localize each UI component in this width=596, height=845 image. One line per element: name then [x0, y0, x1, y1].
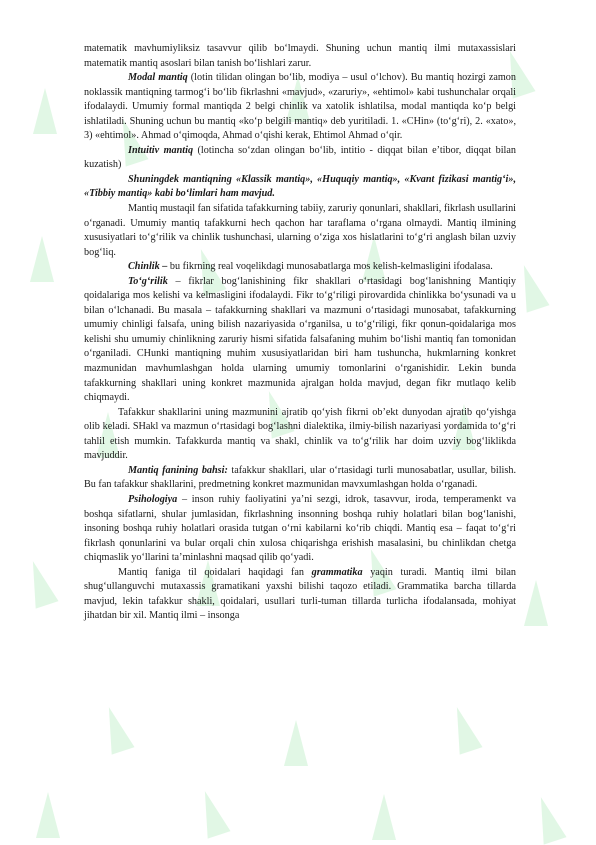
paragraph-grammatika: Mantiq faniga til qoidalari haqidagi fan grammatika yaqin turadi. Mantiq ilmi bilan shug‘ullanguvchi mutaxassis gramatikani yaxshi bilishi taqozo etiladi. Grammatika barcha tillarda mavjud, lekin tafakkur shakli, qoidalari, usullari turli-tuman tillarda turlicha ifodalansada, mohiyat jihatdan bir xil. Mantiq ilmi – insonga	[84, 566, 516, 622]
term-intuitiv-mantiq: Intuitiv mantiq	[128, 144, 194, 156]
watermark-icon	[524, 580, 548, 626]
watermark-icon	[512, 261, 549, 312]
paragraph-togrilik: To‘g‘rilik – fikrlar bog‘lanishining fikr shakllari o‘rtasidagi bog‘lanishning Mantiqiy qoidalariga mos kelishi va kelmasligini ifodalaydi. Fikr to‘g‘riligi pirovardida chinlikka bo‘ysunadi va u bilan o‘lchanadi. Bu masala – tafakkurning shakllari va mazmuni o‘rtasidagi munosabat, tafakkurning umumiy chinligi falsafa, uning bilish nazariyasida o‘rganilsa, u to‘g‘riligi, fikr qonun-qoidalariga mos kelishi shu umumiy chinlikning zaruriy hismi sifatida falsafaning muhim bo‘lishi mantiq fan tomonidan o‘rganiladi. CHunki mantiqning muhim xususiyatlaridan biri ham tushuncha, hukmlarning konkret mazmunidan mavhumlashgan holda ularning umumiy tomonlarini o‘rganishidir. Lekin bunda tafakkurning shakllari uning konkret mazmunida ajralgan holda mavjud, degan fikr mutlaqo kelib chiqmaydi.	[84, 275, 516, 404]
term-mantiq-bahsi: Mantiq fanining bahsi:	[128, 464, 228, 476]
term-modal-mantiq: Modal mantiq	[128, 72, 188, 84]
watermark-icon	[97, 703, 134, 754]
watermark-icon	[445, 703, 482, 754]
watermark-icon	[372, 794, 396, 840]
term-psihologiya: Psihologiya	[128, 493, 178, 505]
paragraph-tafakkur-shakllari: Tafakkur shakllarini uning mazmunini ajratib qo‘yish fikrni ob’ekt dunyodan ajratib qo‘yishga olib keladi. SHakl va mazmun o‘rtasidagi bog‘lashni dialektika, ilmiy-bilish nazariyasi yordamida to‘g‘ri tahlil etish mumkin. Tafakkurda mantiq va shakl, chinlik va to‘g‘rilik har doim uzviy bog‘liklikda mavjuddir.	[84, 406, 516, 462]
paragraph-matematik-mantiq: matematik mavhumiyliksiz tasavvur qilib bo‘lmaydi. Shuning uchun mantiq ilmi mutaxassislari matematik mantiq asoslari bilan tanish bo‘lishlari zarur.	[84, 43, 516, 69]
paragraph-psihologiya: Psihologiya – inson ruhiy faoliyatini ya’ni sezgi, idrok, tasavvur, iroda, temperamenkt va boshqa sifatlarni, shular jumlasidan, fikrlashning insonning boshqa ruhiy holatlari bilan bog‘lanishi, insoning boshqa ruhiy holatlari orasida tutgan o‘rni kabilarni ko‘rib chiqdi. Mantiq esa – faqat to‘g‘ri fikrlash qonunlarini va bular orqali chin xulosa chiqarishga erishish masalasini, bu chinlikdan chetga chiqmaslik yo‘llarini ta’minlashni maqsad qilib qo‘yadi.	[84, 493, 516, 564]
paragraph-modal-mantiq: Modal mantiq (lotin tilidan olingan bo‘lib, modiya – usul o‘lchov). Bu mantiq hozirgi zamon noklassik mantiqning tarmog‘i bo‘lib fikrlashni «mavjud», «zaruriy», «ehtimol» kabi tushunchalar orqali ifodalaydi. Umumiy formal mantiqda 2 belgi chinlik va xatolik ishlatilsa, modal mantiqda ko‘p belgi ishlatiladi. Shuning uchun bu mantiq «ko‘p belgili mantiq» deb yuritiladi. 1. «CHin» (to‘g‘ri), 2. «xato», 3) «ehtimol». Ahmad o‘qimoqda, Ahmad o‘qishi kerak, Ehtimol Ahmad o‘qir.	[84, 72, 516, 142]
watermark-icon	[21, 557, 58, 608]
paragraph-mantiq-fan: Mantiq mustaqil fan sifatida tafakkurning tabiiy, zaruriy qonunlari, shakllari, fikrlash usullarini o‘rganadi. Umumiy mantiq tafakkurni hech qachon har taraflama o‘rgana olmaydi. Mantiq ilmining xususiyatlari to‘g‘rilik va chinlik tushunchasi, ularning o‘ziga xos hislatlarini to‘g‘ri anglash bilan uzviy bog‘liq.	[84, 203, 516, 258]
watermark-icon	[30, 236, 54, 282]
watermark-icon	[193, 787, 230, 838]
watermark-icon	[529, 793, 566, 844]
term-chinlik: Chinlik –	[128, 261, 168, 273]
document-body	[84, 42, 516, 624]
paragraph-intuitiv-mantiq: Intuitiv mantiq (lotincha so‘zdan olingan bo‘lib, intitio - diqqat bilan e’tibor, diqqat bilan kuzatish)	[84, 144, 516, 171]
watermark-icon	[36, 792, 60, 838]
paragraph-chinlik: Chinlik – bu fikrning real voqelikdagi munosabatlarga mos kelish-kelmasligini ifodalasa.	[128, 261, 493, 273]
watermark-icon	[284, 720, 308, 766]
term-grammatika: grammatika	[311, 566, 363, 578]
paragraph-mantiq-bolimlari: Shuningdek mantiqning «Klassik mantiq», «Huquqiy mantiq», «Kvant fizikasi mantig‘i», «Tibbiy mantiq» kabi bo‘limlari ham mavjud.	[84, 173, 516, 200]
watermark-icon	[33, 88, 57, 134]
paragraph-mantiq-bahsi: Mantiq fanining bahsi: tafakkur shakllari, ular o‘rtasidagi turli munosabatlar, usullar, bilish. Bu fan tafakkur shakllarini, predmetning konkret mazmunidan mavxumlashgan holda o‘rganadi.	[84, 464, 516, 491]
term-togrilik: To‘g‘rilik	[128, 275, 168, 287]
